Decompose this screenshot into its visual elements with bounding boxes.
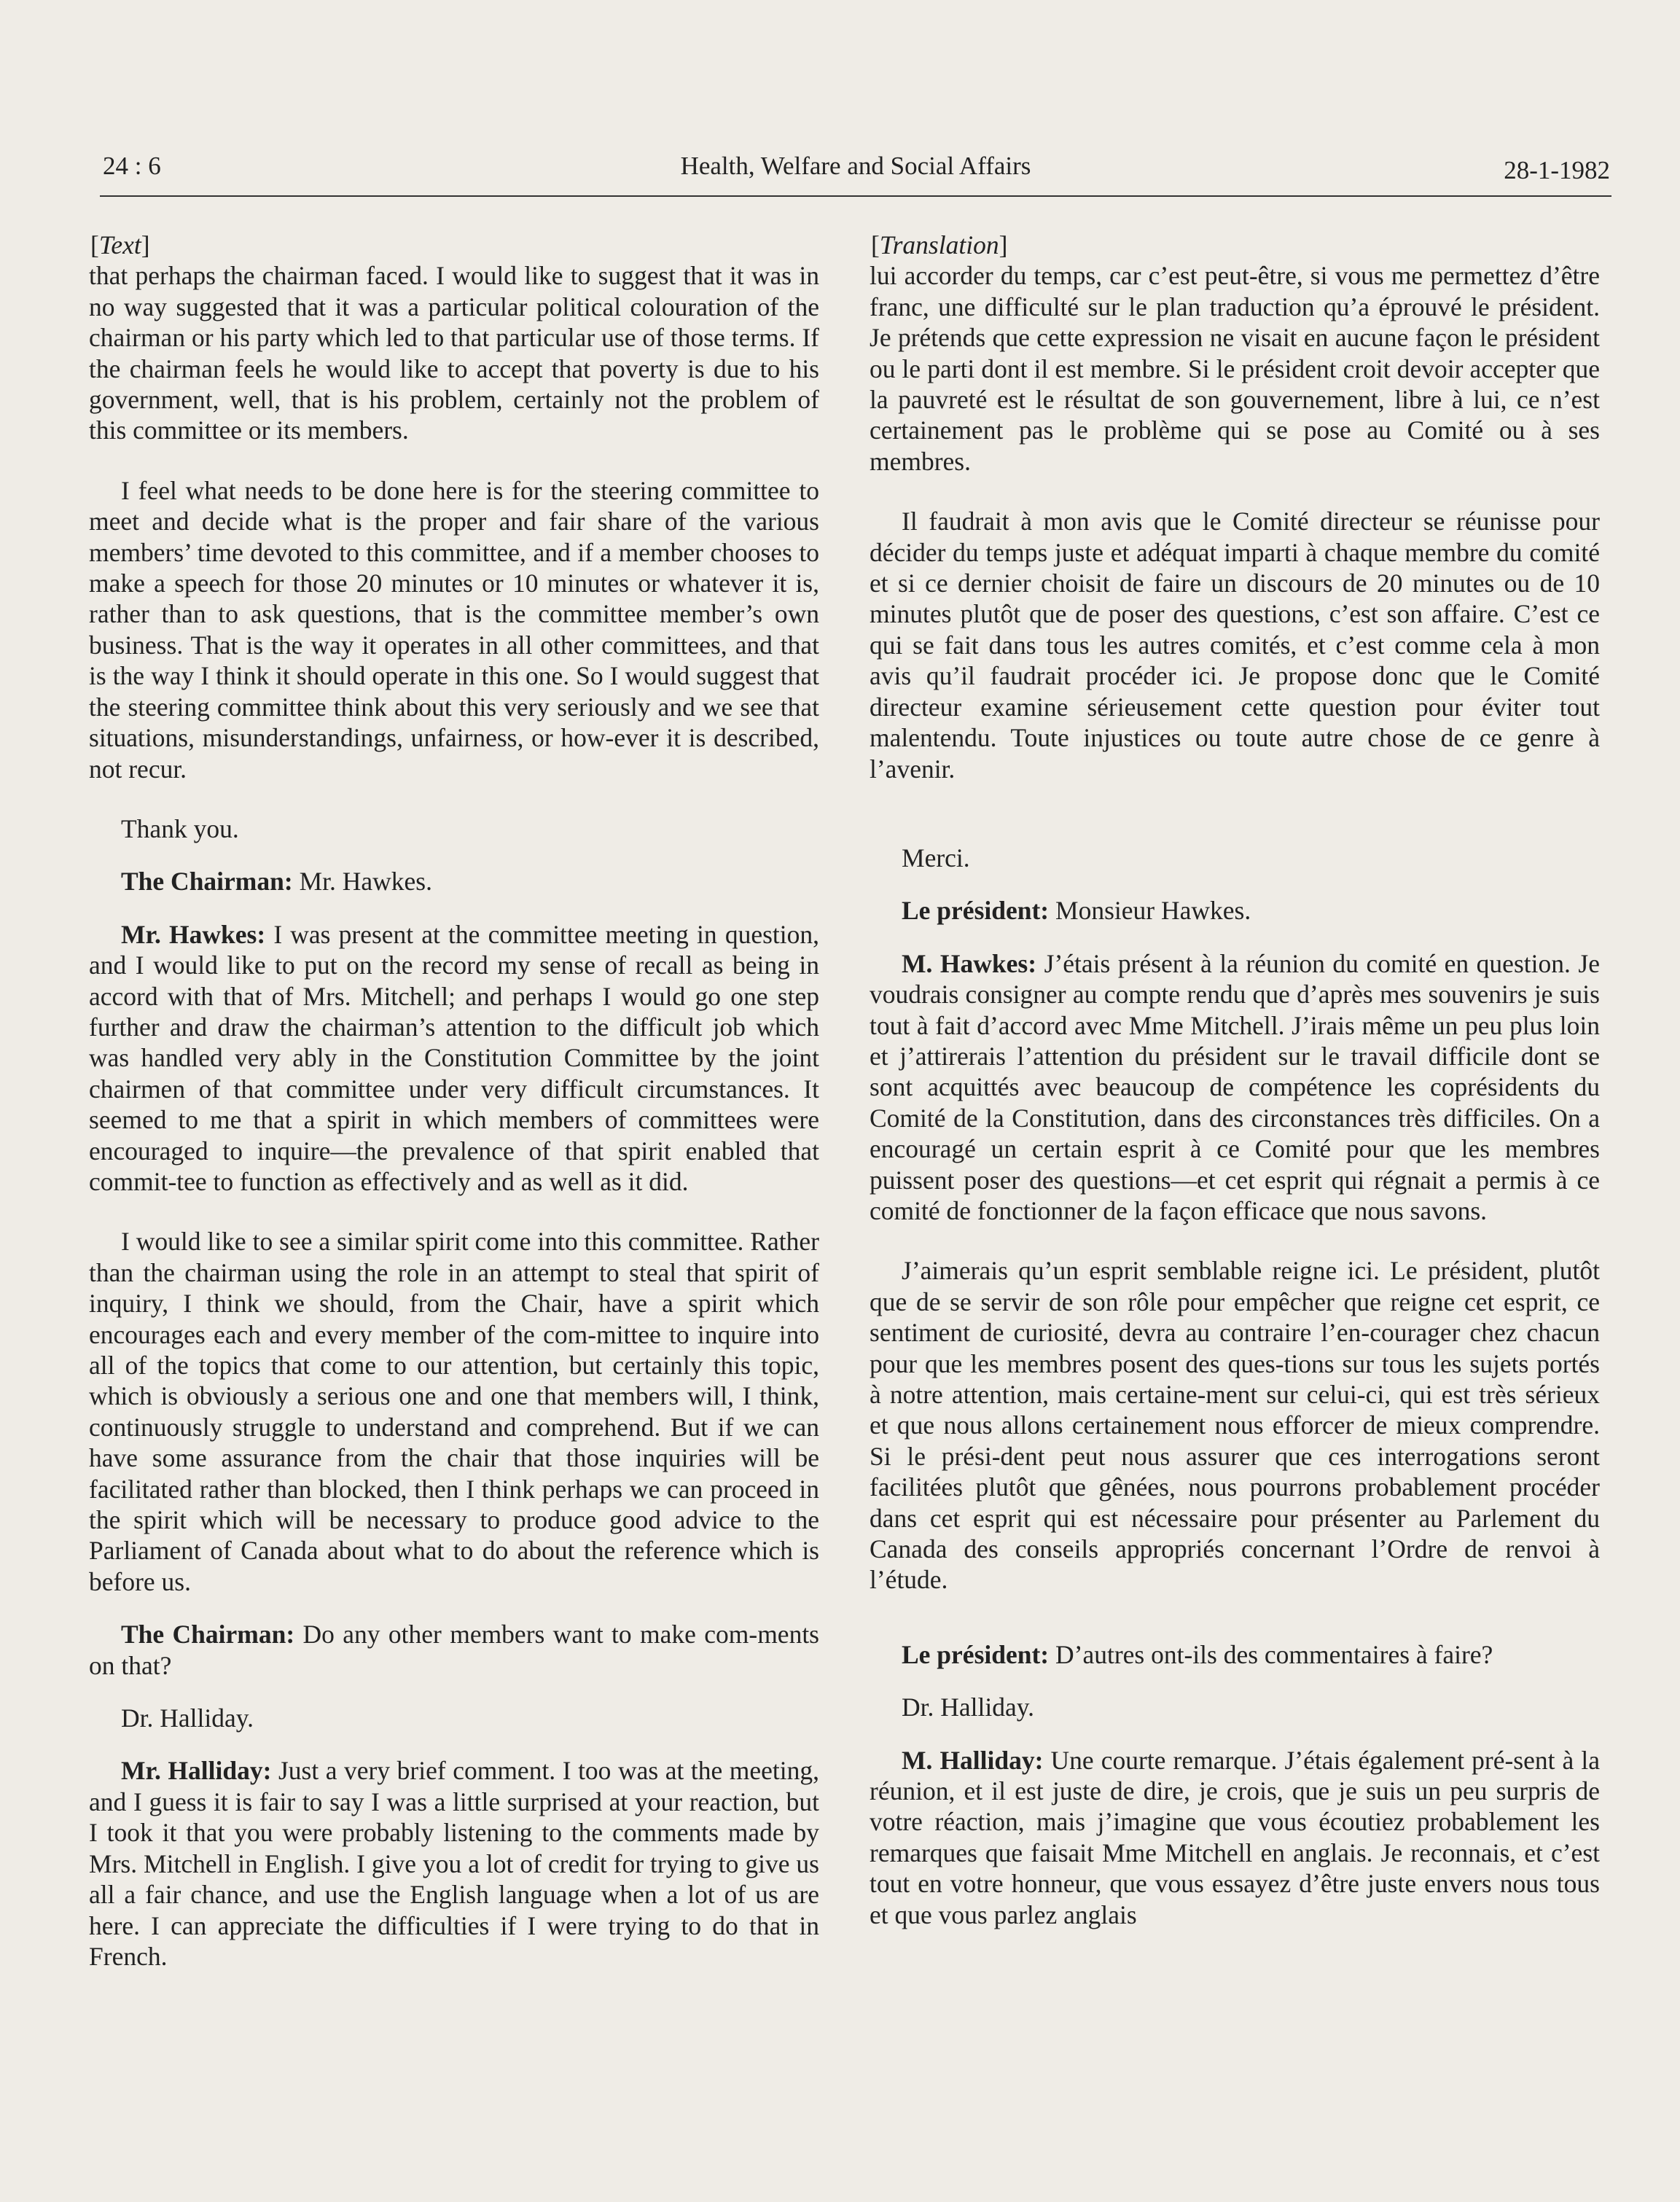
paragraph: Dr. Halliday. — [121, 1703, 254, 1733]
speaker-name: Mr. Hawkes: — [121, 919, 266, 949]
paragraph: Le président: Monsieur Hawkes. — [902, 896, 1251, 926]
page-title: Health, Welfare and Social Affairs — [680, 152, 1031, 180]
paragraph: Dr. Halliday. — [902, 1693, 1035, 1722]
speaker-name: The Chairman: — [121, 1620, 295, 1649]
paragraph: Le président: D’autres ont-ils des commentaires à faire? — [902, 1639, 1493, 1669]
page-date: 28-1-1982 — [1504, 156, 1610, 184]
column-label: [Translation] — [871, 230, 1008, 259]
page-header — [100, 152, 1611, 197]
paragraph: Merci. — [902, 843, 970, 872]
page-number: 24 : 6 — [103, 152, 161, 180]
speaker-name: Mr. Halliday: — [121, 1756, 272, 1786]
paragraph: Il faudrait à mon avis que le Comité directeur se réunisse pour décider du temps juste et adéquat imparti à chaque membre du comité et si ce dernier choisit de faire un discours de 20 minutes ou de 10 minutes plutôt que de poser des questions, c’est son affaire. C’est ce qui se fait dans tous les autres comités, et c’est comme cela à mon avis qu’il faudrait procéder ici. Je propose donc que le Comité directeur examine sérieusement cette question pour éviter tout malentendu. Toute injustices ou toute autre chose de ce genre à l’avenir. — [870, 507, 1600, 784]
paragraph: Mr. Halliday: Just a very brief comment. I too was at the meeting, and I guess it is fair to say I was a little surprised at your reaction, but I took it that you were probably listening to the comments made by Mrs. Mitchell in English. I give you a lot of credit for trying to give us all a fair chance, and use the English language when a lot of us are here. I can appreciate the difficulties if I were trying to do that in French. — [89, 1756, 819, 1971]
paragraph: I feel what needs to be done here is for the steering committee to meet and decide what is the proper and fair share of the various members’ time devoted to this committee, and if a member chooses to make a speech for those 20 minutes or 10 minutes or whatever it is, rather than to ask questions, that is the committee member’s own business. That is the way it operates in all other committees, and that is the way I think it should operate in this one. So I would suggest that the steering committee think about this very seriously and we see that situations, misunderstandings, unfairness, or how-ever it is described, not recur. — [89, 475, 819, 784]
french-column — [870, 230, 1600, 1959]
paragraph: Thank you. — [121, 813, 239, 843]
speaker-name: M. Hawkes: — [902, 948, 1037, 978]
paragraph: I would like to see a similar spirit come into this committee. Rather than the chairman using the role in an attempt to steal that spirit of inquiry, I think we should, from the Chair, have a spirit which encourages each and every member of the com-mittee to inquire into all of the topics that come to our attention, but certainly this topic, which is obviously a serious one and one that members will, I think, continuously struggle to understand and comprehend. But if we can have some assurance from the chair that those inquiries will be facilitated rather than blocked, then I think perhaps we can proceed in the spirit which will be necessary to produce good advice to the Parliament of Canada about what to do about the reference which is before us. — [89, 1227, 819, 1596]
paragraph: lui accorder du temps, car c’est peut-être, si vous me permettez d’être franc, une difficulté sur le plan traduction qu’a éprouvé le président. Je prétends que cette expression ne visait en aucune façon le président ou le parti dont il est membre. Si le président croit devoir accepter que la pauvreté est le résultat de son gouvernement, libre à lui, ce n’est certainement pas le problème qui se pose au Comité ou à ses membres. — [870, 261, 1600, 476]
speaker-name: The Chairman: — [121, 867, 293, 897]
paragraph: The Chairman: Do any other members want to make com-ments on that? — [89, 1620, 819, 1680]
paragraph: Mr. Hawkes: I was present at the committee meeting in question, and I would like to put on the record my sense of recall as being in accord with that of Mrs. Mitchell; and perhaps I would go one step further and draw the chairman’s attention to the difficult job which was handled very ably in the Constitution Committee by the joint chairmen of that committee under very difficult circumstances. It seemed to me that a spirit in which members of committees were encouraged to inquire—the prevalence of that spirit enabled that commit-tee to function as effectively and as well as it did. — [89, 919, 819, 1196]
speaker-name: Le président: — [902, 1639, 1050, 1669]
paragraph: The Chairman: Mr. Hawkes. — [121, 867, 432, 897]
paragraph: M. Halliday: Une courte remarque. J’étais également pré-sent à la réunion, et il est juste de dire, je crois, que je suis un peu surpris de votre réaction, mais j’imagine que vous écoutiez probablement les remarques que faisait Mme Mitchell en anglais. Je reconnais, et c’est tout en votre honneur, que vous essayez d’être juste envers nous tous et que vous parlez anglais — [870, 1745, 1600, 1929]
english-column — [89, 230, 819, 2001]
speaker-name: M. Halliday: — [902, 1745, 1044, 1775]
column-label: [Text] — [90, 230, 150, 259]
speaker-name: Le président: — [902, 896, 1050, 926]
paragraph: J’aimerais qu’un esprit semblable reigne ici. Le président, plutôt que de se servir de son rôle pour empêcher que reigne cet esprit, ce sentiment de curiosité, devra au contraire l’en-courager chez chacun pour que les membres posent des ques-tions sur tous les sujets portés à notre attention, mais certaine-ment sur celui-ci, qui est très sérieux et que nous allons certainement nous efforcer de mieux comprendre. Si le prési-dent peut nous assurer que ces interrogations seront facilitées plutôt que gênées, nous pourrons probablement procéder dans cet esprit qui est nécessaire pour présenter au Parlement du Canada des conseils appropriés concernant l’Ordre de renvoi à l’étude. — [870, 1256, 1600, 1595]
paragraph: that perhaps the chairman faced. I would like to suggest that it was in no way suggested that it was a particular political colouration of the chairman or his party which led to that particular use of those terms. If the chairman feels he would like to accept that poverty is due to his government, well, that is his problem, certainly not the problem of this committee or its members. — [89, 261, 819, 445]
paragraph: M. Hawkes: J’étais présent à la réunion du comité en question. Je voudrais consigner au compte rendu que d’après mes souvenirs je suis tout à fait d’accord avec Mme Mitchell. J’irais même un peu plus loin et j’attirerais l’attention du président sur le travail difficile dont se sont acquittés avec beaucoup de compétence les coprésidents du Comité de la Constitution, dans des circonstances très difficiles. On a encouragé un certain esprit à ce Comité pour que les membres puissent poser des questions—et cet esprit qui régnait a permis à ce comité de fonctionner de la façon efficace que nous savons. — [870, 948, 1600, 1225]
